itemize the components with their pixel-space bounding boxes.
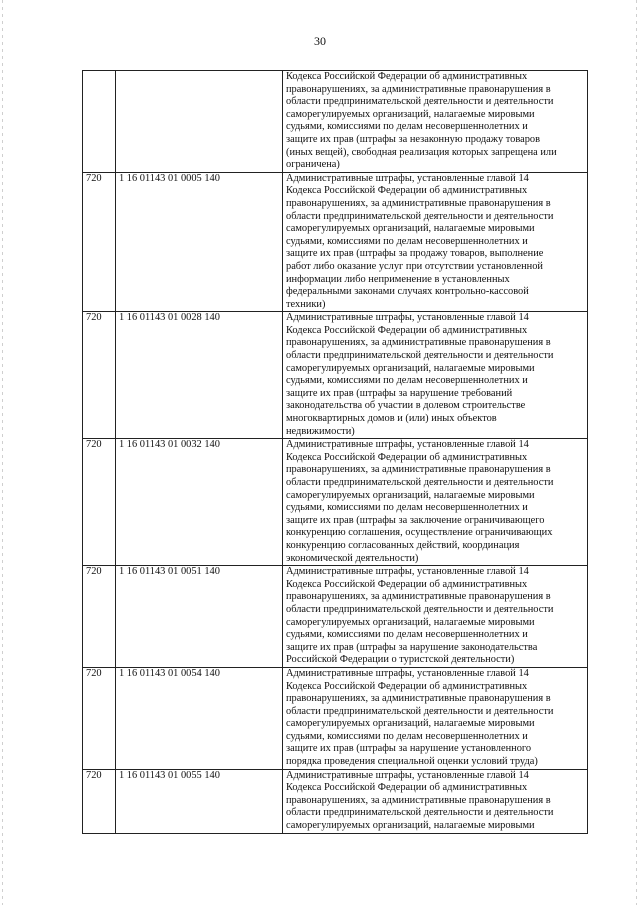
description-line: саморегулируемых организаций, налагаемые мировыми xyxy=(286,489,535,501)
budget-code-cell: 1 16 01143 01 0028 140 xyxy=(116,312,283,439)
description-line: техники) xyxy=(286,298,326,310)
description-line: защите их прав (штрафы за продажу товаров, выполнение xyxy=(286,248,544,260)
scan-edge-left xyxy=(2,0,3,905)
description-line: защите их прав (штрафы за нарушение установленного xyxy=(286,743,532,755)
description-line: информации либо неприменение в установленных xyxy=(286,273,510,285)
description-line: области предпринимательской деятельности и деятельности xyxy=(286,705,554,717)
table-row xyxy=(83,439,588,566)
description-cell xyxy=(283,172,588,312)
description-line: многоквартирных домов и (или) иных объектов xyxy=(286,413,497,425)
description-line: недвижимости) xyxy=(286,425,355,437)
admin-code-cell: 720 xyxy=(83,566,116,668)
description-line: судьями, комиссиями по делам несовершеннолетних и xyxy=(286,235,528,247)
description-line: саморегулируемых организаций, налагаемые мировыми xyxy=(286,362,535,374)
table-row xyxy=(83,566,588,668)
description-line: саморегулируемых организаций, налагаемые мировыми xyxy=(286,108,535,120)
description-line: правонарушениях, за административные правонарушения в xyxy=(286,337,551,349)
description-line: правонарушениях, за административные правонарушения в xyxy=(286,794,551,806)
description-line: работ либо оказание услуг при отсутствии установленной xyxy=(286,260,543,272)
description-line: Кодекса Российской Федерации об административных xyxy=(286,185,528,197)
budget-code-cell xyxy=(116,71,283,173)
description-line: области предпринимательской деятельности и деятельности xyxy=(286,96,554,108)
description-line: защите их прав (штрафы за заключение ограничивающего xyxy=(286,514,545,526)
table-row xyxy=(83,769,588,833)
budget-codes-table xyxy=(82,70,588,834)
budget-code-cell: 1 16 01143 01 0054 140 xyxy=(116,667,283,769)
description-line: защите их прав (штрафы за незаконную продажу товаров xyxy=(286,133,541,145)
description-cell xyxy=(283,439,588,566)
scan-edge-right xyxy=(636,0,637,905)
table-row xyxy=(83,172,588,312)
description-cell xyxy=(283,566,588,668)
description-line: Кодекса Российской Федерации об административных xyxy=(286,578,528,590)
description-cell xyxy=(283,769,588,833)
description-line: порядка проведения специальной оценки условий труда) xyxy=(286,756,538,768)
description-line: саморегулируемых организаций, налагаемые мировыми xyxy=(286,718,535,730)
description-line: Российской Федерации о туристской деятельности) xyxy=(286,654,515,666)
description-line: Кодекса Российской Федерации об административных xyxy=(286,782,528,794)
description-line: Административные штрафы, установленные главой 14 xyxy=(286,667,529,679)
budget-code-cell: 1 16 01143 01 0055 140 xyxy=(116,769,283,833)
description-line: саморегулируемых организаций, налагаемые мировыми xyxy=(286,616,535,628)
description-line: области предпринимательской деятельности и деятельности xyxy=(286,477,554,488)
description-line: судьями, комиссиями по делам несовершеннолетних и xyxy=(286,502,528,514)
description-line: экономической деятельности) xyxy=(286,552,419,564)
description-line: конкуренцию соглашения, осуществление ограничивающих xyxy=(286,527,553,539)
description-line: судьями, комиссиями по делам несовершеннолетних и xyxy=(286,375,528,387)
description-line: защите их прав (штрафы за нарушение требований xyxy=(286,387,513,399)
budget-code-cell: 1 16 01143 01 0005 140 xyxy=(116,172,283,312)
admin-code-cell: 720 xyxy=(83,172,116,312)
admin-code-cell: 720 xyxy=(83,769,116,833)
description-line: Административные штрафы, установленные главой 14 xyxy=(286,312,529,324)
description-line: области предпринимательской деятельности и деятельности xyxy=(286,350,554,362)
description-line: Административные штрафы, установленные главой 14 xyxy=(286,172,529,184)
description-line: Кодекса Российской Федерации об административных xyxy=(286,680,528,692)
description-line: правонарушениях, за административные правонарушения в xyxy=(286,591,551,603)
description-line: законодательства об участии в долевом строительстве xyxy=(286,400,526,412)
admin-code-cell xyxy=(83,71,116,173)
description-line: конкуренцию согласованных действий, координация xyxy=(286,539,520,551)
description-line: Кодекса Российской Федерации об административных xyxy=(286,451,528,463)
description-line: правонарушениях, за административные правонарушения в xyxy=(286,83,551,95)
budget-code-cell: 1 16 01143 01 0032 140 xyxy=(116,439,283,566)
description-line: федеральными законами случаях контрольно-кассовой xyxy=(286,286,529,298)
description-line: ограничена) xyxy=(286,159,340,171)
description-line: саморегулируемых организаций, налагаемые мировыми xyxy=(286,820,535,832)
description-cell xyxy=(283,667,588,769)
table-row xyxy=(83,667,588,769)
description-line: Административные штрафы, установленные главой 14 xyxy=(286,439,529,451)
description-line: Кодекса Российской Федерации об административных xyxy=(286,324,528,336)
description-line: Кодекса Российской Федерации об административных xyxy=(286,71,528,82)
admin-code-cell: 720 xyxy=(83,667,116,769)
description-line: области предпринимательской деятельности и деятельности xyxy=(286,210,554,222)
description-line: области предпринимательской деятельности и деятельности xyxy=(286,603,554,615)
table-row xyxy=(83,71,588,173)
description-line: саморегулируемых организаций, налагаемые мировыми xyxy=(286,223,535,235)
description-line: защите их прав (штрафы за нарушение законодательства xyxy=(286,641,538,653)
description-line: судьями, комиссиями по делам несовершеннолетних и xyxy=(286,730,528,742)
description-line: области предпринимательской деятельности и деятельности xyxy=(286,807,554,819)
table-body xyxy=(83,71,588,834)
description-line: судьями, комиссиями по делам несовершеннолетних и xyxy=(286,629,528,641)
description-cell xyxy=(283,71,588,173)
admin-code-cell: 720 xyxy=(83,439,116,566)
description-line: правонарушениях, за административные правонарушения в xyxy=(286,693,551,705)
description-cell xyxy=(283,312,588,439)
table-row xyxy=(83,312,588,439)
budget-code-cell: 1 16 01143 01 0051 140 xyxy=(116,566,283,668)
description-line: судьями, комиссиями по делам несовершеннолетних и xyxy=(286,121,528,133)
description-line: (иных вещей), свободная реализация которых запрещена или xyxy=(286,146,557,158)
description-line: Административные штрафы, установленные главой 14 xyxy=(286,769,529,781)
description-line: правонарушениях, за административные правонарушения в xyxy=(286,464,551,476)
admin-code-cell: 720 xyxy=(83,312,116,439)
description-line: правонарушениях, за административные правонарушения в xyxy=(286,197,551,209)
description-line: Административные штрафы, установленные главой 14 xyxy=(286,566,529,578)
page-number: 30 xyxy=(314,34,326,48)
